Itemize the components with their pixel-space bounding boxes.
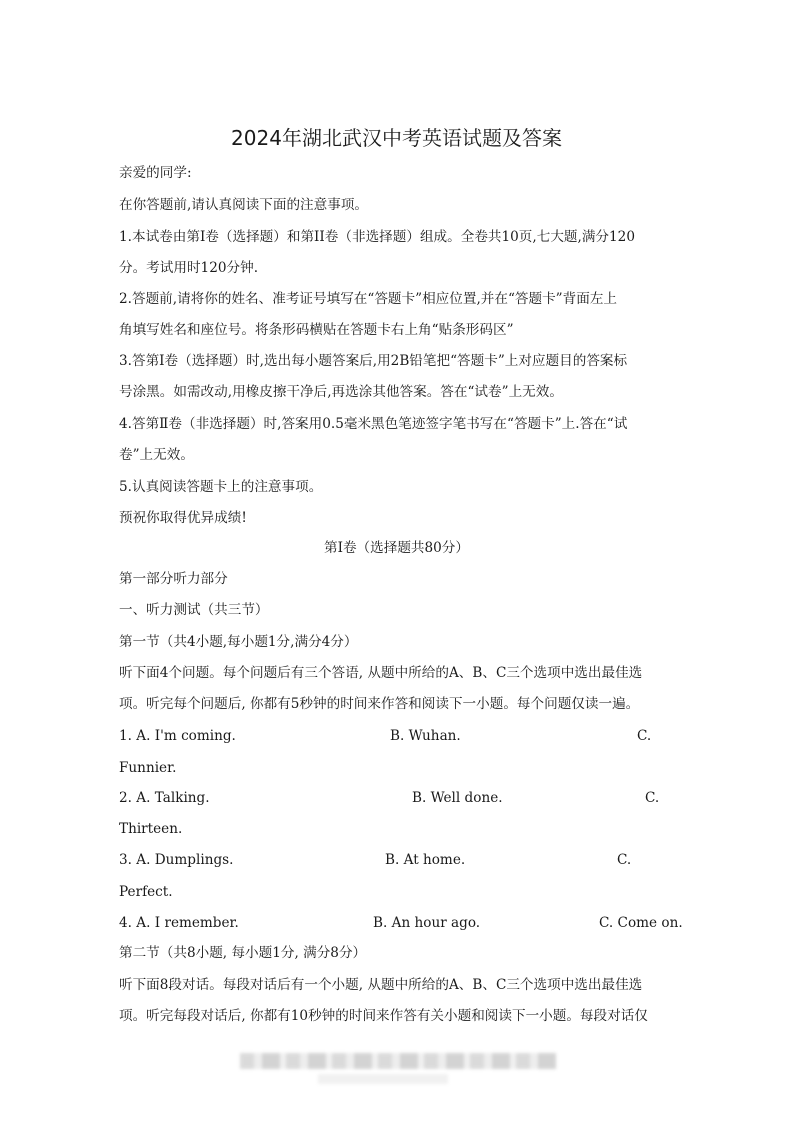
greeting: 亲爱的同学: [119, 165, 192, 181]
q1-option-b: B. Wuhan. [390, 728, 461, 744]
q3-option-c: C. [617, 852, 632, 868]
note-2-line-1: 2.答题前,请将你的姓名、准考证号填写在“答题卡”相应位置,并在“答题卡”背面左上 [119, 291, 618, 307]
note-4-line-1: 4.答第Ⅱ卷（非选择题）时,答案用0.5毫米黑色笔迹签字笔书写在“答题卡”上.答在“试 [119, 416, 628, 432]
blurred-watermark [240, 1053, 556, 1069]
part-header: 第Ⅰ卷（选择题共80分） [323, 540, 469, 556]
page-title: 2024年湖北武汉中考英语试题及答案 [231, 126, 562, 150]
q4-option-c: C. Come on. [599, 915, 683, 931]
q2-option-b: B. Well done. [412, 790, 503, 806]
q1-option-c-wrap: Funnier. [119, 760, 177, 776]
wish: 预祝你取得优异成绩! [119, 510, 247, 526]
q2-option-a: 2. A. Talking. [119, 790, 210, 806]
note-5: 5.认真阅读答题卡上的注意事项。 [119, 479, 323, 495]
q4-option-b: B. An hour ago. [373, 915, 481, 931]
note-4-line-2: 卷”上无效。 [119, 447, 194, 463]
q2-option-c-wrap: Thirteen. [119, 821, 183, 837]
section-2-instruction-line-1: 听下面8段对话。每段对话后有一个小题, 从题中所给的A、B、C三个选项中选出最佳选 [119, 977, 643, 993]
section-1-instruction-line-1: 听下面4个问题。每个问题后有三个答语, 从题中所给的A、B、C三个选项中选出最佳选 [119, 665, 643, 681]
section-2-heading: 第二节（共8小题, 每小题1分, 满分8分） [119, 945, 367, 961]
intro: 在你答题前,请认真阅读下面的注意事项。 [119, 197, 369, 213]
q1-option-a: 1. A. I'm coming. [119, 728, 236, 744]
listening-heading: 一、听力测试（共三节） [119, 602, 269, 618]
blurred-watermark-subline [318, 1074, 448, 1084]
q3-option-c-wrap: Perfect. [119, 884, 173, 900]
section-1-heading: 第一节（共4小题,每小题1分,满分4分） [119, 634, 358, 650]
note-3-line-1: 3.答第Ⅰ卷（选择题）时,选出每小题答案后,用2B铅笔把“答题卡”上对应题目的答案标 [119, 353, 628, 369]
note-1-line-2: 分。考试用时120分钟. [119, 260, 259, 276]
note-1-line-1: 1.本试卷由第Ⅰ卷（选择题）和第II卷（非选择题）组成。全卷共10页,七大题,满分120 [119, 229, 635, 245]
q3-option-b: B. At home. [385, 852, 466, 868]
note-3-line-2: 号涂黑。如需改动,用橡皮擦干净后,再选涂其他答案。答在“试卷”上无效。 [119, 384, 563, 400]
note-2-line-2: 角填写姓名和座位号。将条形码横贴在答题卡右上角“贴条形码区” [119, 322, 514, 338]
q2-option-c: C. [645, 790, 660, 806]
section-2-instruction-line-2: 项。听完每段对话后, 你都有10秒钟的时间来作答有关小题和阅读下一小题。每段对话仅 [119, 1008, 648, 1024]
q4-option-a: 4. A. I remember. [119, 915, 239, 931]
part-1-heading: 第一部分听力部分 [119, 571, 228, 587]
q3-option-a: 3. A. Dumplings. [119, 852, 234, 868]
section-1-instruction-line-2: 项。听完每个问题后, 你都有5秒钟的时间来作答和阅读下一小题。每个问题仅读一遍。 [119, 696, 640, 712]
q1-option-c: C. [637, 728, 652, 744]
